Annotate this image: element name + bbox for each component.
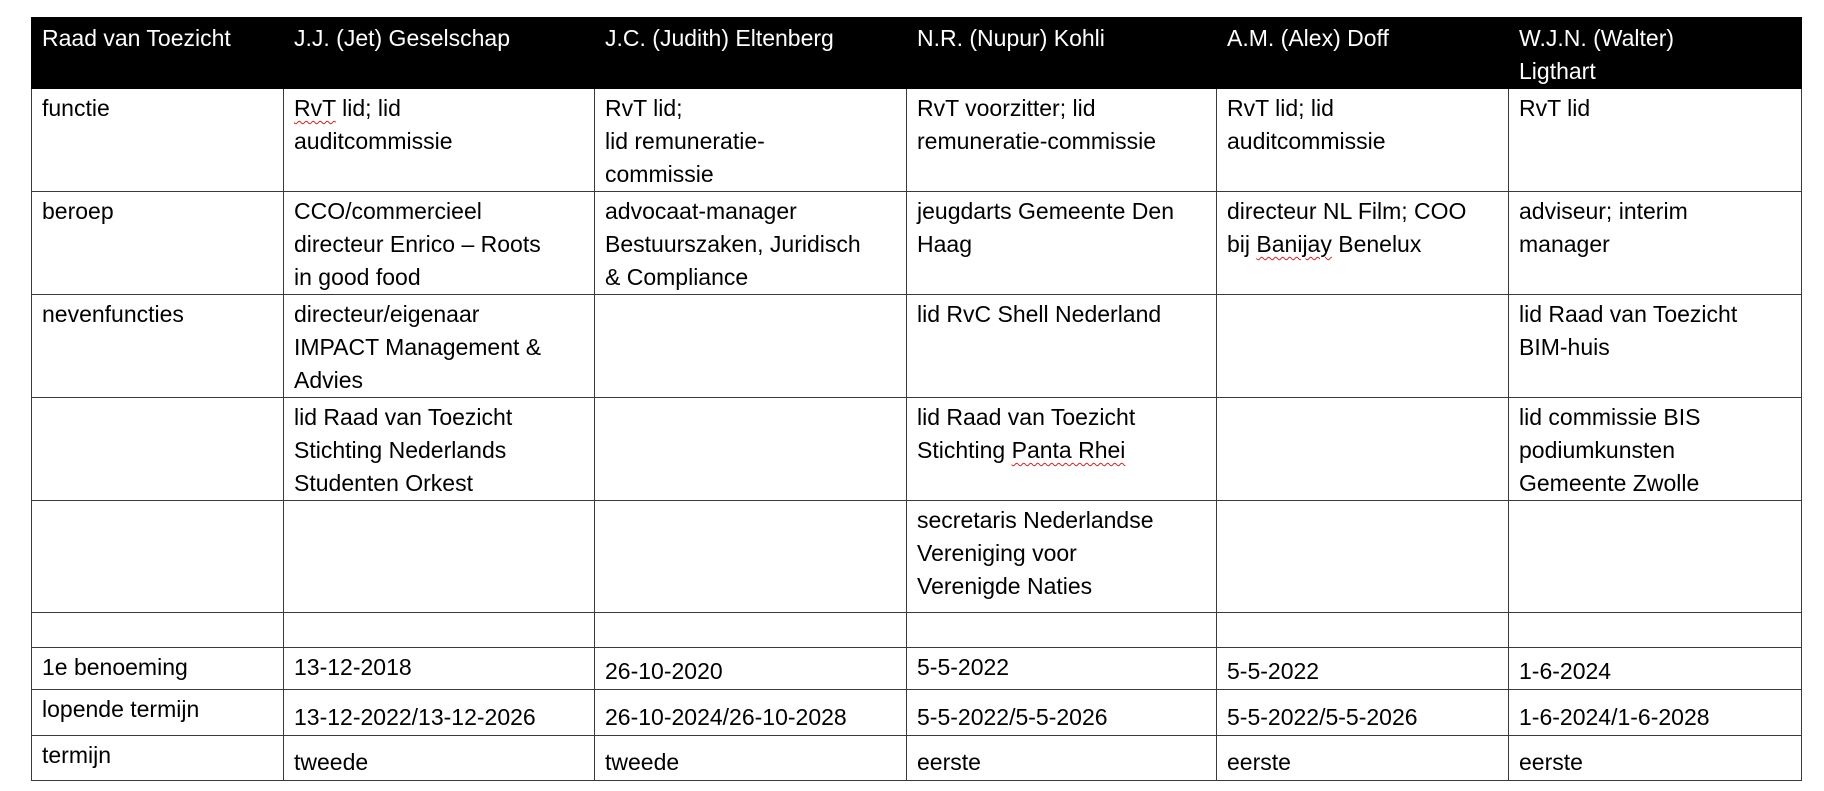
table-cell: RvT lid xyxy=(1509,89,1802,192)
table-cell xyxy=(1217,501,1509,613)
table-cell: RvT lid; lid remuneratie- commissie xyxy=(595,89,907,192)
table-cell: RvT lid; lid auditcommissie xyxy=(1217,89,1509,192)
table-cell: eerste xyxy=(1217,736,1509,781)
header-member-kohli: N.R. (Nupur) Kohli xyxy=(907,18,1217,89)
table-cell xyxy=(284,613,595,648)
table-cell: lid Raad van Toezicht BIM-huis xyxy=(1509,295,1802,398)
table-cell xyxy=(1217,295,1509,398)
table-cell: lid RvC Shell Nederland xyxy=(907,295,1217,398)
table-cell xyxy=(595,501,907,613)
table-cell xyxy=(1217,613,1509,648)
row-1e-benoeming xyxy=(32,648,1802,690)
header-label: Raad van Toezicht xyxy=(32,18,284,89)
table-cell xyxy=(32,613,284,648)
row-lopende-termijn xyxy=(32,690,1802,736)
table-cell: eerste xyxy=(1509,736,1802,781)
row-spacer xyxy=(32,613,1802,648)
table-cell: 26-10-2020 xyxy=(595,648,907,690)
table-cell: 13-12-2018 xyxy=(284,648,595,690)
header-member-doff: A.M. (Alex) Doff xyxy=(1217,18,1509,89)
table-cell: 5-5-2022 xyxy=(907,648,1217,690)
header-member-eltenberg: J.C. (Judith) Eltenberg xyxy=(595,18,907,89)
table-cell: tweede xyxy=(284,736,595,781)
row-termijn xyxy=(32,736,1802,781)
row-beroep xyxy=(32,192,1802,295)
table-cell: jeugdarts Gemeente Den Haag xyxy=(907,192,1217,295)
table-cell: directeur/eigenaar IMPACT Management & Advies xyxy=(284,295,595,398)
table-cell xyxy=(1217,398,1509,501)
table-cell xyxy=(595,398,907,501)
row-label: termijn xyxy=(32,736,284,781)
row-label xyxy=(32,398,284,501)
row-label: lopende termijn xyxy=(32,690,284,736)
table-cell: 13-12-2022/13-12-2026 xyxy=(284,690,595,736)
table-cell: lid Raad van Toezicht Stichting Nederlands Studenten Orkest xyxy=(284,398,595,501)
table-cell: 5-5-2022 xyxy=(1217,648,1509,690)
table-cell: 5-5-2022/5-5-2026 xyxy=(1217,690,1509,736)
table-cell: eerste xyxy=(907,736,1217,781)
table-cell: directeur NL Film; COO bij Banijay Benelux xyxy=(1217,192,1509,295)
row-label: 1e benoeming xyxy=(32,648,284,690)
row-label xyxy=(32,501,284,613)
table-cell: CCO/commercieel directeur Enrico – Roots in good food xyxy=(284,192,595,295)
table-cell: 1-6-2024/1-6-2028 xyxy=(1509,690,1802,736)
table-cell: 1-6-2024 xyxy=(1509,648,1802,690)
supervisory-board-table xyxy=(31,17,1802,781)
table-cell xyxy=(595,295,907,398)
row-label: beroep xyxy=(32,192,284,295)
table-cell xyxy=(907,613,1217,648)
table-cell: 26-10-2024/26-10-2028 xyxy=(595,690,907,736)
table-cell xyxy=(284,501,595,613)
row-nevenfuncties-2 xyxy=(32,398,1802,501)
row-functie xyxy=(32,89,1802,192)
table-cell: RvT lid; lid auditcommissie xyxy=(284,89,595,192)
table-cell: adviseur; interim manager xyxy=(1509,192,1802,295)
table-cell xyxy=(1509,501,1802,613)
table-cell: 5-5-2022/5-5-2026 xyxy=(907,690,1217,736)
header-member-ligthart: W.J.N. (Walter) Ligthart xyxy=(1509,18,1802,89)
table-cell xyxy=(1509,613,1802,648)
table-cell: RvT voorzitter; lid remuneratie-commissie xyxy=(907,89,1217,192)
table-cell: secretaris Nederlandse Vereniging voor Verenigde Naties xyxy=(907,501,1217,613)
table-cell: lid commissie BIS podiumkunsten Gemeente Zwolle xyxy=(1509,398,1802,501)
table-cell: lid Raad van Toezicht Stichting Panta Rhei xyxy=(907,398,1217,501)
header-row xyxy=(32,18,1802,89)
row-label: functie xyxy=(32,89,284,192)
row-label: nevenfuncties xyxy=(32,295,284,398)
row-nevenfuncties-1 xyxy=(32,295,1802,398)
row-nevenfuncties-3 xyxy=(32,501,1802,613)
table-cell: tweede xyxy=(595,736,907,781)
header-member-geselschap: J.J. (Jet) Geselschap xyxy=(284,18,595,89)
table-cell xyxy=(595,613,907,648)
table-cell: advocaat-manager Bestuurszaken, Juridisch & Compliance xyxy=(595,192,907,295)
